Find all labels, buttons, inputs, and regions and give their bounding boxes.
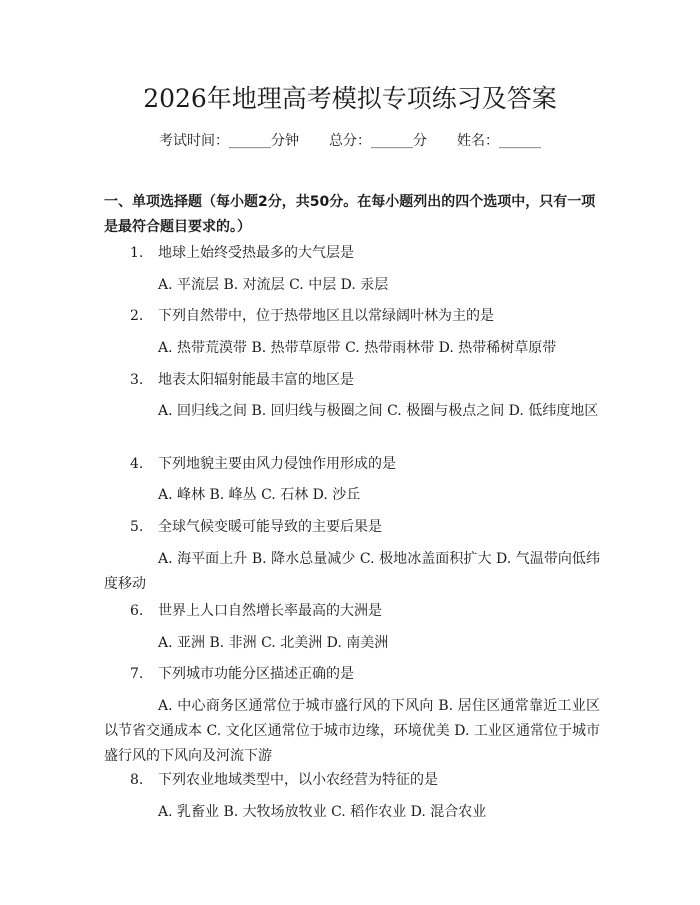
question-2 [104, 304, 600, 329]
document-title: 2026年地理高考模拟专项练习及答案 [143, 84, 557, 113]
question-text: 下列农业地域类型中，以小农经营为特征的是 [158, 772, 438, 788]
question-5-options: A. 海平面上升 B. 降水总量减少 C. 极地冰盖面积扩大 D. 气温带向低纬度移动 [104, 551, 600, 592]
exam-time-field: 考试时间：______分钟 [159, 133, 299, 149]
question-text: 全球气候变暖可能导致的主要后果是 [158, 519, 382, 535]
question-6-options: A. 亚洲 B. 非洲 C. 北美洲 D. 南美洲 [158, 635, 389, 651]
question-8-options: A. 乳畜业 B. 大牧场放牧业 C. 稻作农业 D. 混合农业 [158, 804, 487, 820]
question-1 [104, 241, 600, 266]
question-7 [104, 662, 600, 687]
question-number: 8. [130, 772, 144, 788]
question-4 [104, 452, 600, 477]
question-text: 世界上人口自然增长率最高的大洲是 [158, 603, 382, 619]
question-7-options: A. 中心商务区通常位于城市盛行风的下风向 B. 居住区通常靠近工业区以节省交通成本 C. 文化区通常位于城市边缘，环境优美 D. 工业区通常位于城市盛行风的下风向及河流下游 [104, 698, 600, 764]
question-4-options: A. 峰林 B. 峰丛 C. 石林 D. 沙丘 [158, 487, 361, 503]
question-number: 2. [130, 308, 144, 324]
question-number: 4. [130, 456, 144, 472]
question-text: 地球上始终受热最多的大气层是 [158, 245, 354, 261]
student-name-field: 姓名：______ [457, 133, 541, 149]
question-text: 下列城市功能分区描述正确的是 [158, 666, 354, 682]
question-6 [104, 599, 600, 624]
question-2-options: A. 热带荒漠带 B. 热带草原带 C. 热带雨林带 D. 热带稀树草原带 [158, 340, 557, 356]
section-heading: 一、单项选择题（每小题2分，共50分。在每小题列出的四个选项中，只有一项是最符合题目要求的。） [104, 194, 596, 235]
exam-meta [0, 129, 700, 153]
question-number: 6. [130, 603, 144, 619]
question-3-options: A. 回归线之间 B. 回归线与极圈之间 C. 极圈与极点之间 D. 低纬度地区 [158, 403, 599, 419]
question-number: 1. [130, 245, 144, 261]
question-1-options: A. 平流层 B. 对流层 C. 中层 D. 汞层 [158, 277, 389, 293]
question-number: 3. [130, 372, 144, 388]
question-5 [104, 515, 600, 540]
question-8 [104, 768, 600, 793]
question-3 [104, 368, 600, 393]
question-number: 7. [130, 666, 144, 682]
question-text: 下列地貌主要由风力侵蚀作用形成的是 [158, 456, 396, 472]
question-number: 5. [130, 519, 144, 535]
question-text: 地表太阳辐射能最丰富的地区是 [158, 372, 354, 388]
question-text: 下列自然带中，位于热带地区且以常绿阔叶林为主的是 [158, 308, 494, 324]
total-score-field: 总分：______分 [329, 133, 427, 149]
